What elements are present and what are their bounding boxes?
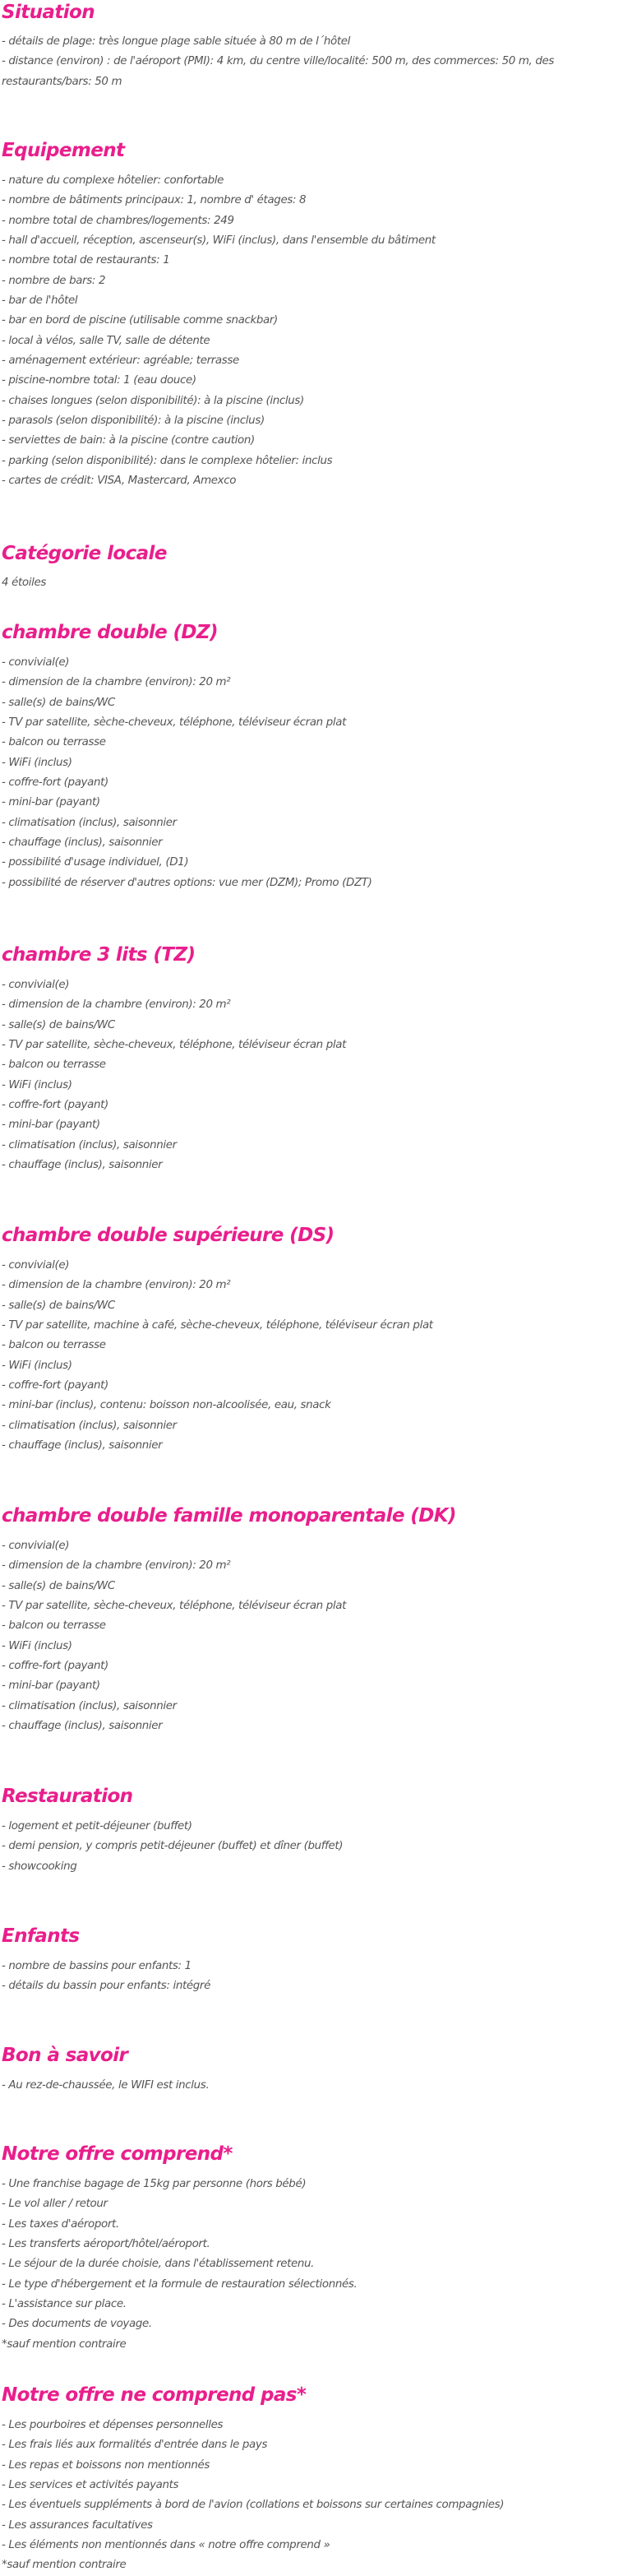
info-line: - Les services et activités payants: [2, 2479, 179, 2492]
info-line: - Le type d'hébergement et la formule de restauration sélectionnés.: [2, 2277, 358, 2291]
info-line: - distance (environ) : de l'aéroport (PMI): 4 km, du centre ville/localité: 500 m, des commerces: 50 m, des restaurants/bars: 50 m: [2, 55, 555, 88]
info-line: - chauffage (inclus), saisonnier: [2, 1720, 163, 1733]
info-line: - convivial(e): [2, 1540, 70, 1552]
info-line: - Le séjour de la durée choisie, dans l'établissement retenu.: [2, 2258, 315, 2271]
info-line: - mini-bar (payant): [2, 1679, 100, 1693]
info-line: - hall d'accueil, réception, ascenseur(s), WiFi (inclus), dans l'ensemble du bâtiment: [2, 234, 436, 248]
info-line: - salle(s) de bains/WC: [2, 696, 115, 709]
info-line: - climatisation (inclus), saisonnier: [2, 816, 177, 829]
section-title: Situation: [2, 2, 95, 23]
info-line: - salle(s) de bains/WC: [2, 1018, 115, 1031]
info-line: - nombre de bassins pour enfants: 1: [2, 1960, 192, 1972]
info-line: - coffre-fort (payant): [2, 1099, 108, 1112]
info-line: - chauffage (inclus), saisonnier: [2, 1159, 163, 1172]
info-line: - Les éléments non mentionnés dans « notre offre comprend »: [2, 2539, 330, 2552]
section-chambre-dz: [2, 620, 610, 893]
info-list: [2, 975, 610, 1175]
info-line: - WiFi (inclus): [2, 1639, 72, 1652]
section-title: Notre offre ne comprend pas*: [2, 2384, 307, 2406]
section-chambre-ds: [2, 1223, 610, 1456]
info-line: - convivial(e): [2, 1259, 70, 1272]
section-title: chambre double (DZ): [2, 622, 218, 643]
info-line: - Les assurances facultatives: [2, 2518, 153, 2532]
info-list: [2, 1817, 610, 1877]
info-line: - détails de plage: très longue plage sable située à 80 m de l´hôtel: [2, 35, 351, 48]
info-line: - serviettes de bain: à la piscine (contre caution): [2, 434, 255, 447]
info-line: - logement et petit-déjeuner (buffet): [2, 1820, 192, 1832]
info-line: - mini-bar (inclus), contenu: boisson non-alcoolisée, eau, snack: [2, 1399, 331, 1412]
section-chambre-tz: [2, 943, 610, 1175]
info-line: - possibilité d'usage individuel, (D1): [2, 856, 189, 869]
info-line: - coffre-fort (payant): [2, 1379, 108, 1392]
info-line: - détails du bassin pour enfants: intégré: [2, 1980, 210, 1993]
info-list: [2, 171, 610, 492]
info-list: [2, 653, 610, 893]
info-line: - TV par satellite, machine à café, sèche-cheveux, téléphone, téléviseur écran plat: [2, 1319, 433, 1332]
info-line: - WiFi (inclus): [2, 1078, 72, 1091]
info-line: - possibilité de réserver d'autres options: vue mer (DZM); Promo (DZT): [2, 876, 372, 889]
info-line: - demi pension, y compris petit-déjeuner (buffet) et dîner (buffet): [2, 1840, 344, 1853]
info-line: - climatisation (inclus), saisonnier: [2, 1138, 177, 1151]
info-line: - Le vol aller / retour: [2, 2198, 108, 2211]
info-line: - nombre de bars: 2: [2, 274, 106, 287]
section-bon-a-savoir: [2, 2043, 610, 2096]
section-enfants: [2, 1924, 610, 1997]
section-title: Catégorie locale: [2, 543, 167, 564]
info-line: - L'assistance sur place.: [2, 2298, 127, 2311]
info-list: [2, 2076, 610, 2096]
section-offre-comprend: [2, 2142, 610, 2355]
info-line: - bar de l'hôtel: [2, 294, 78, 308]
info-line: - parking (selon disponibilité): dans le complexe hôtelier: inclus: [2, 454, 333, 467]
info-line: - Les pourboires et dépenses personnelles: [2, 2419, 224, 2431]
section-situation: [2, 0, 610, 92]
info-line: - WiFi (inclus): [2, 1359, 72, 1372]
info-line: - mini-bar (payant): [2, 1119, 100, 1132]
section-title: chambre 3 lits (TZ): [2, 944, 196, 966]
info-line: - dimension de la chambre (environ): 20 m²: [2, 1279, 231, 1292]
info-line: - climatisation (inclus), saisonnier: [2, 1419, 177, 1432]
section-title: chambre double supérieure (DS): [2, 1225, 335, 1246]
info-line: - Au rez-de-chaussée, le WIFI est inclus.: [2, 2079, 210, 2092]
section-categorie: [2, 541, 610, 593]
info-line: - nombre total de chambres/logements: 249: [2, 214, 234, 227]
info-line: - balcon ou terrasse: [2, 1339, 106, 1352]
info-line: - parasols (selon disponibilité): à la piscine (inclus): [2, 415, 265, 428]
info-line: *sauf mention contraire: [2, 2337, 127, 2351]
info-line: - TV par satellite, sèche-cheveux, téléphone, téléviseur écran plat: [2, 1600, 346, 1613]
info-line: - chauffage (inclus), saisonnier: [2, 836, 163, 850]
info-line: - balcon ou terrasse: [2, 736, 106, 749]
info-line: - piscine-nombre total: 1 (eau douce): [2, 374, 196, 387]
info-line: - coffre-fort (payant): [2, 776, 108, 790]
info-line: - convivial(e): [2, 656, 70, 669]
info-line: - chauffage (inclus), saisonnier: [2, 1439, 163, 1452]
info-line: - dimension de la chambre (environ): 20 m²: [2, 998, 231, 1012]
info-line: - WiFi (inclus): [2, 756, 72, 769]
info-line: - dimension de la chambre (environ): 20 m²: [2, 676, 231, 689]
section-title: Equipement: [2, 140, 125, 161]
info-line: - mini-bar (payant): [2, 796, 100, 809]
info-line: - local à vélos, salle TV, salle de détente: [2, 334, 210, 347]
info-line: - Une franchise bagage de 15kg par personne (hors bébé): [2, 2178, 307, 2190]
info-line: - balcon ou terrasse: [2, 1619, 106, 1633]
info-line: - salle(s) de bains/WC: [2, 1299, 115, 1312]
section-equipement: [2, 138, 610, 492]
info-line: - aménagement extérieur: agréable; terrasse: [2, 354, 239, 368]
info-line: - nombre total de restaurants: 1: [2, 254, 170, 267]
info-line: - nature du complexe hôtelier: confortable: [2, 174, 224, 187]
info-list: [2, 1957, 610, 1997]
info-line: - TV par satellite, sèche-cheveux, téléphone, téléviseur écran plat: [2, 1039, 346, 1052]
info-list: [2, 573, 610, 593]
info-line: - Les repas et boissons non mentionnés: [2, 2458, 210, 2472]
info-line: - Les éventuels suppléments à bord de l'avion (collations et boissons sur certaines compagnies): [2, 2499, 505, 2512]
section-chambre-dk: [2, 1503, 610, 1736]
info-line: 4 étoiles: [2, 577, 46, 589]
info-line: - convivial(e): [2, 979, 70, 991]
info-line: - bar en bord de piscine (utilisable comme snackbar): [2, 314, 278, 327]
section-title: Bon à savoir: [2, 2045, 128, 2066]
info-line: - Les transferts aéroport/hôtel/aéroport.: [2, 2238, 210, 2251]
info-list: [2, 1256, 610, 1456]
info-line: - Les frais liés aux formalités d'entrée dans le pays: [2, 2439, 268, 2452]
info-line: - salle(s) de bains/WC: [2, 1579, 115, 1592]
info-line: - cartes de crédit: VISA, Mastercard, Amexco: [2, 475, 237, 488]
info-line: - balcon ou terrasse: [2, 1059, 106, 1072]
info-line: - dimension de la chambre (environ): 20 m²: [2, 1559, 231, 1573]
info-line: - coffre-fort (payant): [2, 1660, 108, 1673]
info-line: - chaises longues (selon disponibilité): à la piscine (inclus): [2, 394, 304, 407]
info-line: - nombre de bâtiments principaux: 1, nombre d' étages: 8: [2, 194, 307, 207]
info-line: - TV par satellite, sèche-cheveux, téléphone, téléviseur écran plat: [2, 716, 346, 730]
section-title: chambre double famille monoparentale (DK): [2, 1505, 456, 1527]
section-title: Notre offre comprend*: [2, 2143, 233, 2165]
info-list: [2, 2175, 610, 2355]
info-list: [2, 1536, 610, 1736]
info-line: - climatisation (inclus), saisonnier: [2, 1699, 177, 1712]
info-line: - showcooking: [2, 1860, 77, 1873]
info-line: - Des documents de voyage.: [2, 2318, 152, 2331]
section-restauration: [2, 1784, 610, 1877]
section-offre-ne-comprend: [2, 2383, 610, 2576]
info-line: - Les taxes d'aéroport.: [2, 2217, 119, 2231]
section-title: Enfants: [2, 1925, 80, 1947]
info-list: [2, 2416, 610, 2576]
section-title: Restauration: [2, 1786, 133, 1807]
info-line: *sauf mention contraire: [2, 2559, 127, 2572]
